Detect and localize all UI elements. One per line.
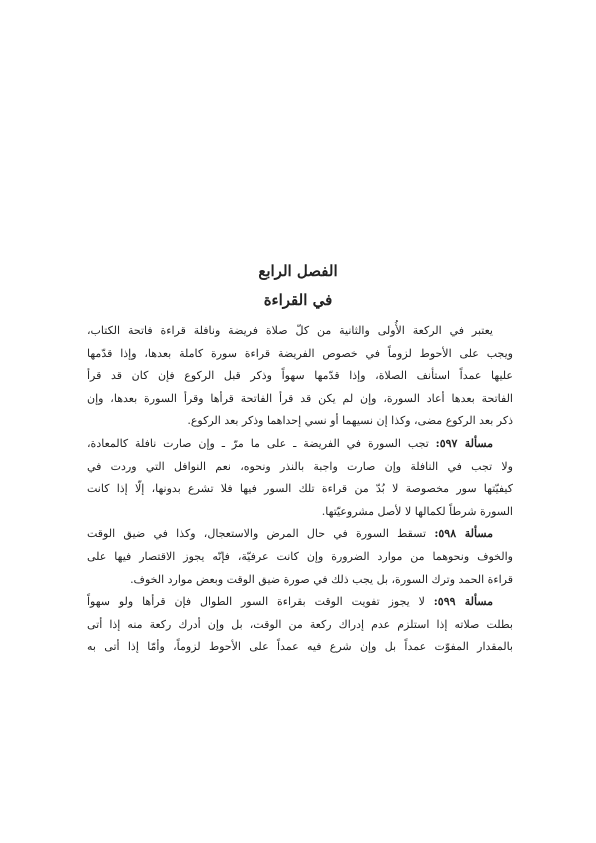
paragraph-line: ويجب على الأحوط لزوماً في خصوص الفريضة قراءة سورة كاملة بعدها، وإذا قدّمها [87,346,513,360]
paragraph-line: كيفيّتها سور مخصوصة لا بُدّ من قراءة تلك السور فيها فلا تشرع بدونها، إلّا إذا كانت [87,482,513,496]
issue-598-text: تسقط السورة في حال المرض والاستعجال، وكذا في ضيق الوقت [87,527,435,541]
paragraph-line: بالمقدار المفوّت عمداً بل وإن شرع فيه عمداً على الأحوط لزوماً، وأمّا إذا أتى به [87,640,513,654]
issue-597-first-line [87,433,513,456]
paragraph-line: بطلت صلاته إذا استلزم عدم إدراك ركعة من الوقت، بل وإن أدرك ركعة منه إذا أتى [87,617,513,631]
issue-599-first-line [87,591,513,614]
paragraph-line: ذكر بعد الركوع مضى، وكذا إن نسيهما أو نسي إحداهما وذكر بعد الركوع. [187,414,513,428]
issue-599-label: مسألة ٥٩٩: [433,595,493,609]
paragraph-line: السورة شرطاً لكمالها لا لأصل مشروعيّتها. [321,504,513,518]
issue-598-first-line [87,523,513,546]
body-text [87,320,513,659]
section-title: في القراءة [263,291,333,309]
paragraph-line: والخوف ونحوهما من موارد الضرورة وإن كانت عرفيّة، فإنّه يجوز الاقتصار فيها على [87,549,513,563]
paragraph-line: الفاتحة بعدها أعاد السورة، وإن لم يكن قد قرأ الفاتحة قرأها وقرأ السورة بعدها، وإن [87,391,513,405]
issue-597-label: مسألة ٥٩٧: [435,436,493,450]
chapter-title: الفصل الرابع [258,262,338,280]
issue-599-text: لا يجوز تفويت الوقت بقراءة السور الطوال فإن قرأها ولو سهواً [87,595,434,609]
issue-598-label: مسألة ٥٩٨: [434,527,493,541]
paragraph-line: يعتبر في الركعة الأُولى والثانية من كلّ صلاة فريضة ونافلة قراءة فاتحة الكتاب، [87,324,493,337]
issue-597-text: تجب السورة في الفريضة ـ على ما مرّ ـ وإن صارت نافلة كالمعادة، [87,436,436,450]
paragraph-line: قراءة الحمد وترك السورة، بل يجب ذلك في صورة ضيق الوقت وبعض موارد الخوف. [130,572,513,586]
paragraph-line: ولا تجب في النافلة وإن صارت واجبة بالنذر ونحوه، نعم النوافل التي وردت في [87,459,513,473]
paragraph-line: عليها عمداً استأنف الصلاة، وإذا قدّمها سهواً وذكر قبل الركوع فإن كان قد قرأ [87,369,513,383]
